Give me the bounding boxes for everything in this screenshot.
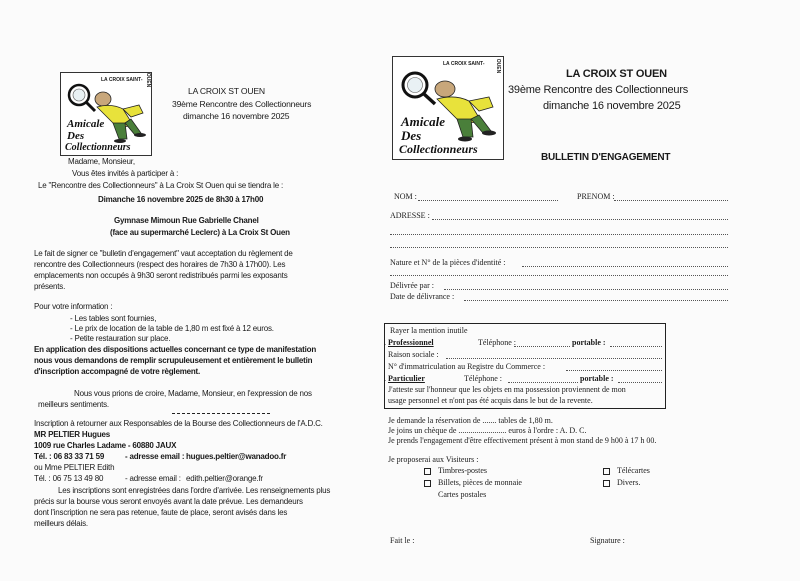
rayer-mention: Rayer la mention inutile bbox=[390, 326, 468, 335]
checkbox-icon[interactable] bbox=[603, 480, 610, 487]
left-contact-email2-label: - adresse email : bbox=[125, 474, 181, 483]
left-info-item3-text: Petite restauration sur place. bbox=[74, 334, 171, 343]
part-telephone-label: Téléphone : bbox=[464, 374, 502, 383]
left-contact-name2: ou Mme PELTIER Edith bbox=[34, 463, 115, 472]
immatriculation-label: N° d'immatriculation au Registre du Commerce : bbox=[388, 362, 546, 371]
adresse-field-line3[interactable] bbox=[390, 247, 728, 248]
professionnel-label: Professionnel bbox=[388, 338, 434, 347]
left-separator bbox=[172, 413, 270, 414]
left-venue-line1: Gymnase Mimoun Rue Gabrielle Chanel bbox=[114, 216, 259, 225]
left-closing-line1: Nous vous prions de croire, Madame, Monsieur, en l'expression de nos bbox=[74, 389, 312, 398]
piece-identite-field[interactable] bbox=[522, 266, 728, 267]
left-header-line3: dimanche 16 novembre 2025 bbox=[183, 111, 290, 121]
option-billets-label: Billets, pièces de monnaie bbox=[438, 478, 522, 487]
left-info-item2-text: Le prix de location de la table de 1,80 m est fixé à 12 euros. bbox=[74, 324, 274, 333]
piece-identite-field-line2[interactable] bbox=[390, 275, 728, 276]
right-logo-line3: Collectionneurs bbox=[399, 142, 478, 156]
right-logo bbox=[392, 56, 504, 160]
option-timbres-label: Timbres-postes bbox=[438, 466, 488, 475]
option-telecartes-label: Télécartes bbox=[617, 466, 650, 475]
right-header-line1: LA CROIX ST OUEN bbox=[566, 68, 667, 80]
left-closing-line2: meilleurs sentiments. bbox=[38, 400, 109, 409]
adresse-field-line2[interactable] bbox=[390, 234, 728, 235]
left-contact-email1-label: - adresse email : bbox=[125, 452, 185, 461]
signature-label: Signature : bbox=[590, 536, 625, 545]
left-para1-line3: emplacements non occupés à 9h30 seront redistribués parmi les exposants bbox=[34, 271, 288, 280]
left-header-line1: LA CROIX ST OUEN bbox=[188, 86, 265, 96]
professionnel-row[interactable]: . Professionnel bbox=[384, 338, 434, 347]
option-timbres[interactable] bbox=[424, 466, 487, 475]
left-logo-line1: Amicale bbox=[67, 118, 105, 130]
particulier-label: Particulier bbox=[388, 374, 425, 383]
adresse-label: ADRESSE : bbox=[390, 211, 430, 220]
option-billets[interactable] bbox=[424, 478, 522, 487]
option-cartes[interactable] bbox=[424, 490, 486, 499]
left-return-text: Inscription à retourner aux Responsables de la Bourse des Collectionneurs de l'A.D.C. bbox=[34, 419, 323, 428]
pro-portable-field[interactable] bbox=[610, 346, 662, 347]
left-logo-side-text: OUEN bbox=[145, 72, 152, 88]
left-header-line2: 39ème Rencontre des Collectionneurs bbox=[172, 99, 312, 109]
left-event-datetime: Dimanche 16 novembre 2025 de 8h30 à 17h00 bbox=[98, 195, 264, 204]
pro-telephone-field[interactable] bbox=[514, 346, 570, 347]
left-invite-line2: Le "Rencontre des Collectionneurs" à La Croix St Ouen qui se tiendra le : bbox=[38, 181, 284, 190]
left-info-item2: - Le prix de location de la table de 1,80 m est fixé à 12 euros. bbox=[70, 324, 274, 333]
left-para1-line4: présents. bbox=[34, 282, 66, 291]
left-salutation: Madame, Monsieur, bbox=[68, 157, 135, 166]
left-para3-line3: dont l'inscription ne sera pas retenue, faute de place, seront avisés dans les bbox=[34, 508, 288, 517]
form-title: BULLETIN D'ENGAGEMENT bbox=[541, 152, 671, 163]
left-contact-email2[interactable]: edith.peltier@orange.fr bbox=[186, 474, 263, 483]
left-invite-line1: Vous êtes invités à participer à : bbox=[72, 169, 179, 178]
left-para2-line2: nous vous demandons de remplir scrupuleusement et entièrement le bulletin bbox=[34, 356, 313, 365]
checkbox-icon[interactable] bbox=[424, 468, 431, 475]
checkbox-icon[interactable] bbox=[603, 468, 610, 475]
left-logo-top-text: LA CROIX SAINT- bbox=[101, 77, 143, 83]
raison-sociale-field[interactable] bbox=[446, 358, 662, 359]
left-contact-tel1: Tél. : 06 83 33 71 59 bbox=[34, 452, 105, 461]
nom-label: NOM : bbox=[394, 192, 417, 201]
left-logo bbox=[60, 72, 152, 156]
option-divers-label: Divers. bbox=[617, 478, 641, 487]
delivree-par-field[interactable] bbox=[444, 289, 728, 290]
part-portable-label: portable : bbox=[580, 374, 614, 383]
left-contact-tel2: Tél. : 06 75 13 49 80 bbox=[34, 474, 104, 483]
fait-le-label: Fait le : bbox=[390, 536, 415, 545]
date-delivrance-label: Date de délivrance : bbox=[390, 292, 455, 301]
attestation-line1: J'atteste sur l'honneur que les objets en ma possession proviennent de mon bbox=[388, 385, 626, 394]
left-email1-label-text: adresse email : bbox=[129, 452, 185, 461]
propose-title: Je proposerai aux Visiteurs : bbox=[388, 455, 479, 464]
prenom-label: PRENOM : bbox=[577, 192, 615, 201]
left-venue-line2: (face au supermarché Leclerc) à La Croix St Ouen bbox=[110, 228, 290, 237]
raison-sociale-label: Raison sociale : bbox=[388, 350, 439, 359]
left-email2-label-text: adresse email : bbox=[129, 474, 181, 483]
left-info-item1-text: Les tables sont fournies, bbox=[74, 314, 157, 323]
nom-field[interactable] bbox=[418, 200, 558, 201]
left-para3-line4: meilleurs délais. bbox=[34, 519, 88, 528]
right-logo-line2: Des bbox=[401, 128, 422, 143]
option-cartes-label: Cartes postales bbox=[438, 490, 487, 499]
reservation-engagement: Je prends l'engagement d'être effectivement présent à mon stand de 9 h00 à 17 h 00. bbox=[388, 436, 657, 445]
left-contact-email1[interactable]: hugues.peltier@wanadoo.fr bbox=[186, 452, 287, 461]
pro-portable-label: portable : bbox=[572, 338, 606, 347]
left-para3-line2: précis sur la bourse vous seront envoyés avant la date prévue. Les demandeurs bbox=[34, 497, 303, 506]
right-header-line2: 39ème Rencontre des Collectionneurs bbox=[508, 84, 689, 96]
option-telecartes[interactable] bbox=[603, 466, 650, 475]
left-para2-line1: En application des dispositions actuelles concernant ce type de manifestation bbox=[34, 345, 317, 354]
left-para3-line1: Les inscriptions sont enregistrées dans l'ordre d'arrivée. Les renseignements plus bbox=[58, 486, 331, 495]
part-telephone-field[interactable] bbox=[508, 382, 578, 383]
left-para1-line2: rencontre des Collectionneurs (respect des horaires de 7h30 à 17h00). Les bbox=[34, 260, 286, 269]
pro-telephone-label: Téléphone : bbox=[478, 338, 516, 347]
piece-identite-label: Nature et N° de la pièces d'identité : bbox=[390, 258, 506, 267]
left-info-item1: - Les tables sont fournies, bbox=[70, 314, 157, 323]
delivree-par-label: Délivrée par : bbox=[390, 281, 434, 290]
left-contact-name1: MR PELTIER Hugues bbox=[34, 430, 111, 439]
right-header-line3: dimanche 16 novembre 2025 bbox=[543, 100, 681, 112]
date-delivrance-field[interactable] bbox=[464, 300, 728, 301]
particulier-row[interactable]: . Particulier bbox=[384, 374, 425, 383]
attestation-line2: usage personnel et n'ont pas été acquis dans le but de la revente. bbox=[388, 396, 593, 405]
right-logo-side-text: OUEN bbox=[495, 58, 502, 74]
left-logo-line3: Collectionneurs bbox=[65, 142, 131, 153]
left-para1-line1: Le fait de signer ce "bulletin d'engagement" vaut acceptation du règlement de bbox=[34, 249, 293, 258]
left-contact-address: 1009 rue Charles Ladame - 60880 JAUX bbox=[34, 441, 177, 450]
immatriculation-field[interactable] bbox=[566, 370, 662, 371]
left-info-title: Pour votre information : bbox=[34, 302, 113, 311]
reservation-cheque: Je joins un chèque de ........................ euros à l'ordre : A. D. C. bbox=[388, 426, 587, 435]
adresse-field-line1[interactable] bbox=[432, 219, 728, 220]
part-portable-field[interactable] bbox=[618, 382, 662, 383]
option-divers[interactable] bbox=[603, 478, 640, 487]
right-logo-line1: Amicale bbox=[401, 114, 446, 129]
left-logo-line2: Des bbox=[67, 130, 85, 142]
right-logo-top-text: LA CROIX SAINT- bbox=[443, 61, 485, 67]
left-info-item3: - Petite restauration sur place. bbox=[70, 334, 171, 343]
left-para2-line3: d'inscription accompagné de votre règlement. bbox=[34, 367, 201, 376]
reservation-tables: Je demande la réservation de ....... tables de 1,80 m. bbox=[388, 416, 553, 425]
checkbox-icon[interactable] bbox=[424, 480, 431, 487]
prenom-field[interactable] bbox=[614, 200, 728, 201]
